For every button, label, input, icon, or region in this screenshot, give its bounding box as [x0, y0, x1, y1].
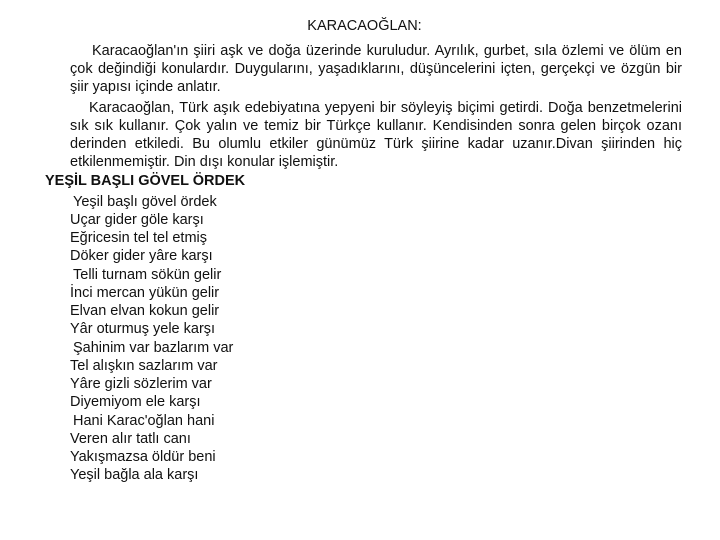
- poem-line: Yâre gizli sözlerim var: [70, 376, 212, 392]
- intro-paragraph-2: Karacaoğlan, Türk aşık edebiyatına yepyeni bir söyleyiş biçimi getirdi. Doğa benzetmelerini sık sık kullanır. Çok yalın ve temiz bir Türkçe kullanır. Kendisinden sonra gelen birçok ozanı derinden etkiledi. Bu olumlu etkiler günümüz Türk şiirine kadar uzanır.Divan şiirinden hiç etkilenmemiştir. Din dışı konular işlemiştir.: [70, 100, 682, 170]
- poem-line: Yâr oturmuş yele karşı: [70, 321, 216, 337]
- poem-line: Tel alışkın sazlarım var: [70, 358, 218, 374]
- poem-line: Yeşil başlı gövel ördek: [73, 194, 217, 210]
- poem-stanza-1: [70, 193, 233, 265]
- poem-body: [70, 193, 233, 485]
- poem-line: Elvan elvan kokun gelir: [70, 303, 220, 319]
- document-heading: KARACAOĞLAN:: [307, 18, 422, 34]
- poem-line: Döker gider yâre karşı: [70, 248, 213, 264]
- poem-line: Şahinim var bazlarım var: [73, 340, 234, 356]
- poem-stanza-4: [70, 412, 233, 484]
- poem-line: Eğricesin tel tel etmiş: [70, 230, 207, 246]
- poem-stanza-2: [70, 266, 233, 338]
- poem-line: Yeşil bağla ala karşı: [70, 467, 199, 483]
- poem-line: Yakışmazsa öldür beni: [70, 449, 216, 465]
- poem-line: Veren alır tatlı canı: [70, 431, 191, 447]
- poem-line: Hani Karac'oğlan hani: [73, 413, 215, 429]
- intro-text: [70, 42, 682, 171]
- poem-line: İnci mercan yükün gelir: [70, 285, 220, 301]
- poem-title: YEŞİL BAŞLI GÖVEL ÖRDEK: [45, 173, 246, 189]
- poem-line: Uçar gider göle karşı: [70, 212, 204, 228]
- poem-stanza-3: [70, 339, 233, 411]
- intro-paragraph-1: Karacaoğlan'ın şiiri aşk ve doğa üzerinde kuruludur. Ayrılık, gurbet, sıla özlemi ve ölüm en çok değindiği konulardır. Duygularını, yaşadıklarını, düşüncelerini içten, gerçekçi ve özgün bir şiir yapısı içinde anlatır.: [70, 43, 682, 95]
- poem-line: Telli turnam sökün gelir: [73, 267, 222, 283]
- poem-line: Diyemiyom ele karşı: [70, 394, 201, 410]
